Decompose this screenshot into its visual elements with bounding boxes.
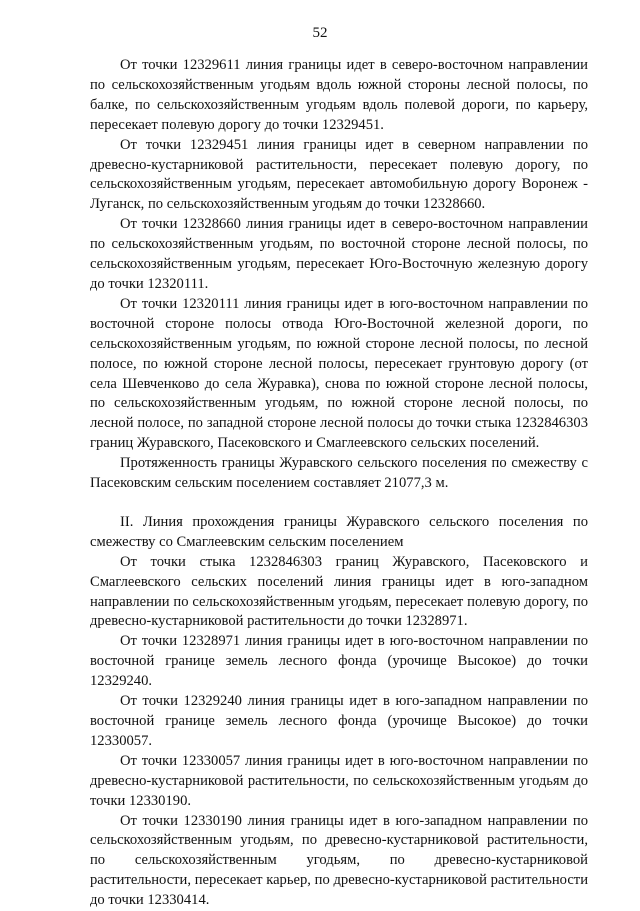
paragraph: От точки 12329240 линия границы идет в юго-западном направлении по восточной границе земель лесного фонда (урочище Высокое) до точки 12330057.	[90, 693, 588, 749]
page-number: 52	[312, 25, 328, 41]
paragraph: От точки 12329611 линия границы идет в северо-восточном направлении по сельскохозяйственным угодьям вдоль южной стороны лесной полосы, по балке, по сельскохозяйственным угодьям вдоль полевой дороги, по карьеру, пересекает полевую дорогу до точки 12329451.	[90, 57, 588, 133]
paragraph: От точки 12330057 линия границы идет в юго-восточном направлении по древесно-кустарниковой растительности, по сельскохозяйственным угодьям до точки 12330190.	[90, 752, 588, 809]
document-body	[90, 56, 588, 911]
paragraph: От точки 12329451 линия границы идет в северном направлении по древесно-кустарниковой растительности, пересекает полевую дорогу, по сельскохозяйственным угодьям, пересекает автомобильную дорогу Воронеж - Луганск, по сельскохозяйственным угодьям до точки 12328660.	[90, 136, 588, 213]
section-heading: II. Линия прохождения границы Журавского сельского поселения по смежеству со Смаглеевским сельским поселением	[90, 513, 588, 550]
paragraph: От точки 12328660 линия границы идет в северо-восточном направлении по сельскохозяйственным угодьям, по восточной стороне лесной полосы, по сельскохозяйственным угодьям, пересекает Юго-Восточную железную дорогу до точки 12320111.	[90, 216, 588, 292]
paragraph: От точки 12328971 линия границы идет в юго-восточном направлении по восточной границе земель лесного фонда (урочище Высокое) до точки 12329240.	[90, 633, 588, 690]
paragraph: От точки 12320111 линия границы идет в юго-восточном направлении по восточной стороне полосы отвода Юго-Восточной железной дороги, по сельскохозяйственным угодьям, по южной стороне лесной полосы, по лесной полосе, по южной стороне лесной полосы, пересекает грунтовую дорогу (от села Шевченково до села Журавка), снова по южной стороне лесной полосы, по сельскохозяйственным угодьям, по южной стороне лесной полосы, по лесной полосе, по западной стороне лесной полосы до точки стыка 1232846303 границ Журавского, Пасековского и Смаглеевского сельских поселений.	[90, 295, 588, 452]
paragraph: От точки стыка 1232846303 границ Журавского, Пасековского и Смаглеевского сельских поселений линия границы идет в юго-западном направлении по сельскохозяйственным угодьям, пересекает полевую дорогу, по древесно-кустарниковой растительности до точки 12328971.	[90, 553, 588, 630]
paragraph: От точки 12330190 линия границы идет в юго-западном направлении по сельскохозяйственным угодьям, по древесно-кустарниковой растительности, по сельскохозяйственным угодьям, по древесно-кустарниковой растительности, пересекает карьер, по древесно-кустарниковой растительности до точки 12330414.	[90, 812, 588, 909]
paragraph: Протяженность границы Журавского сельского поселения по смежеству с Пасековским сельским поселением составляет 21077,3 м.	[90, 455, 588, 492]
